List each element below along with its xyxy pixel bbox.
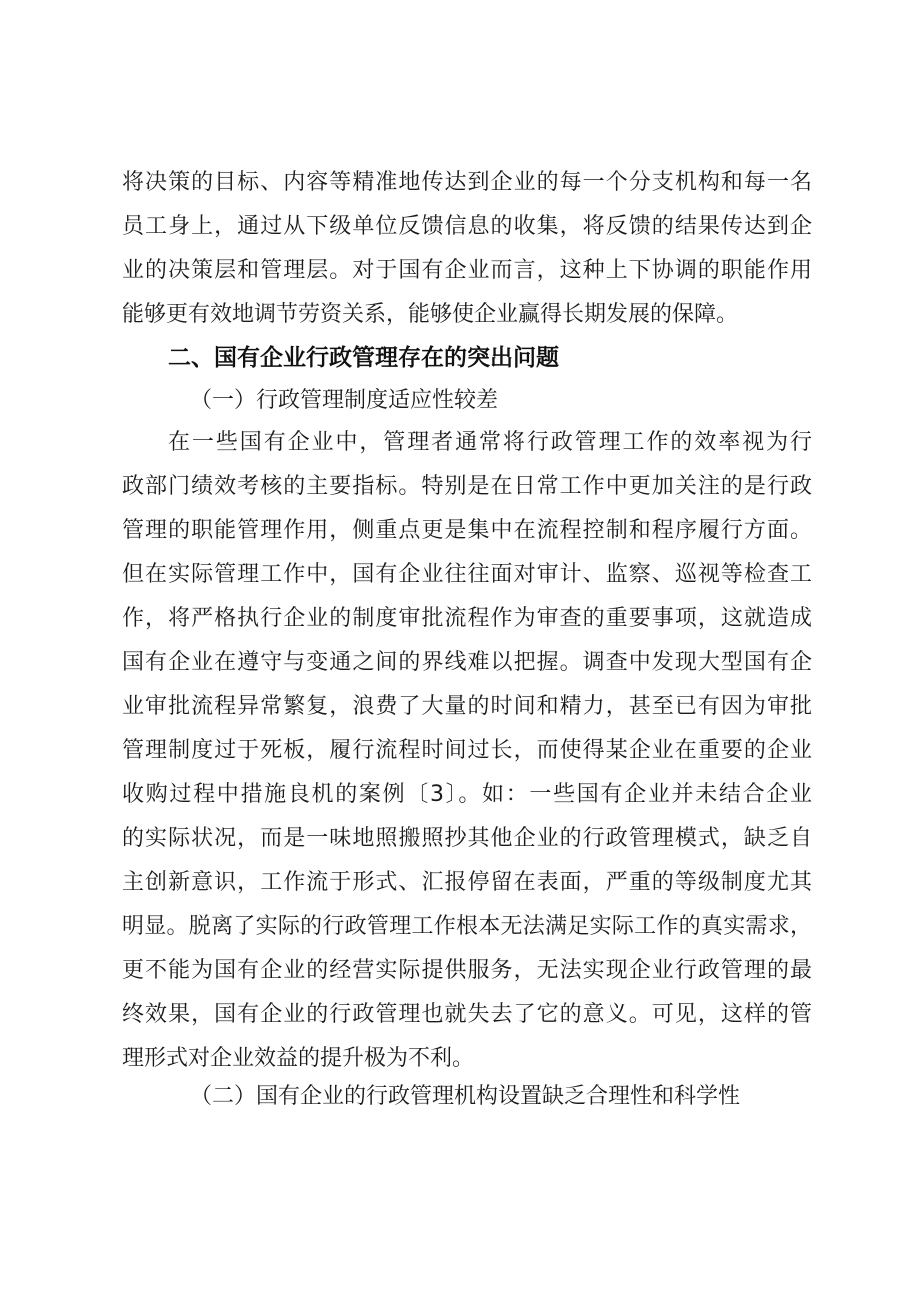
paragraph-2-line-13: 更不能为国有企业的经营实际提供服务，无法实现企业行政管理的最 bbox=[122, 958, 812, 983]
subsection-2-heading: （二）国有企业的行政管理机构设置缺乏合理性和科学性 bbox=[190, 1084, 741, 1109]
subsection-1-heading: （一）行政管理制度适应性较差 bbox=[190, 388, 499, 413]
paragraph-1-line-3: 业的决策层和管理层。对于国有企业而言，这种上下协调的职能作用 bbox=[122, 258, 812, 283]
paragraph-2-line-8: 管理制度过于死板，履行流程时间过长，而使得某企业在重要的企业 bbox=[122, 738, 812, 763]
paragraph-1-line-2: 员工身上，通过从下级单位反馈信息的收集，将反馈的结果传达到企 bbox=[122, 214, 812, 239]
paragraph-2-line-1: 在一些国有企业中，管理者通常将行政管理工作的效率视为行 bbox=[168, 430, 812, 455]
paragraph-2-line-15: 理形式对企业效益的提升极为不利。 bbox=[122, 1046, 475, 1071]
paragraph-2-line-10: 的实际状况，而是一味地照搬照抄其他企业的行政管理模式，缺乏自 bbox=[122, 826, 812, 851]
paragraph-1-line-4: 能够更有效地调节劳资关系，能够使企业赢得长期发展的保障。 bbox=[122, 302, 739, 327]
paragraph-2-line-6: 国有企业在遵守与变通之间的界线难以把握。调查中发现大型国有企 bbox=[122, 650, 812, 675]
paragraph-2-line-9: 收购过程中措施良机的案例〔3〕。如：一些国有企业并未结合企业 bbox=[122, 782, 812, 807]
paragraph-2-line-4: 但在实际管理工作中，国有企业往往面对审计、监察、巡视等检查工 bbox=[122, 562, 812, 587]
paragraph-2-line-3: 管理的职能管理作用，侧重点更是集中在流程控制和程序履行方面。 bbox=[122, 518, 812, 543]
paragraph-2-line-5: 作，将严格执行企业的制度审批流程作为审查的重要事项，这就造成 bbox=[122, 606, 812, 631]
paragraph-2-line-12: 明显。脱离了实际的行政管理工作根本无法满足实际工作的真实需求， bbox=[122, 914, 812, 939]
paragraph-1-line-1: 将决策的目标、内容等精准地传达到企业的每一个分支机构和每一名 bbox=[122, 170, 812, 195]
section-2-heading: 二、国有企业行政管理存在的突出问题 bbox=[168, 345, 559, 371]
paragraph-2-line-7: 业审批流程异常繁复，浪费了大量的时间和精力，甚至已有因为审批 bbox=[122, 694, 812, 719]
paragraph-2-line-11: 主创新意识，工作流于形式、汇报停留在表面，严重的等级制度尤其 bbox=[122, 870, 812, 895]
paragraph-2-line-2: 政部门绩效考核的主要指标。特别是在日常工作中更加关注的是行政 bbox=[122, 474, 812, 499]
paragraph-2-line-14: 终效果，国有企业的行政管理也就失去了它的意义。可见，这样的管 bbox=[122, 1002, 812, 1027]
